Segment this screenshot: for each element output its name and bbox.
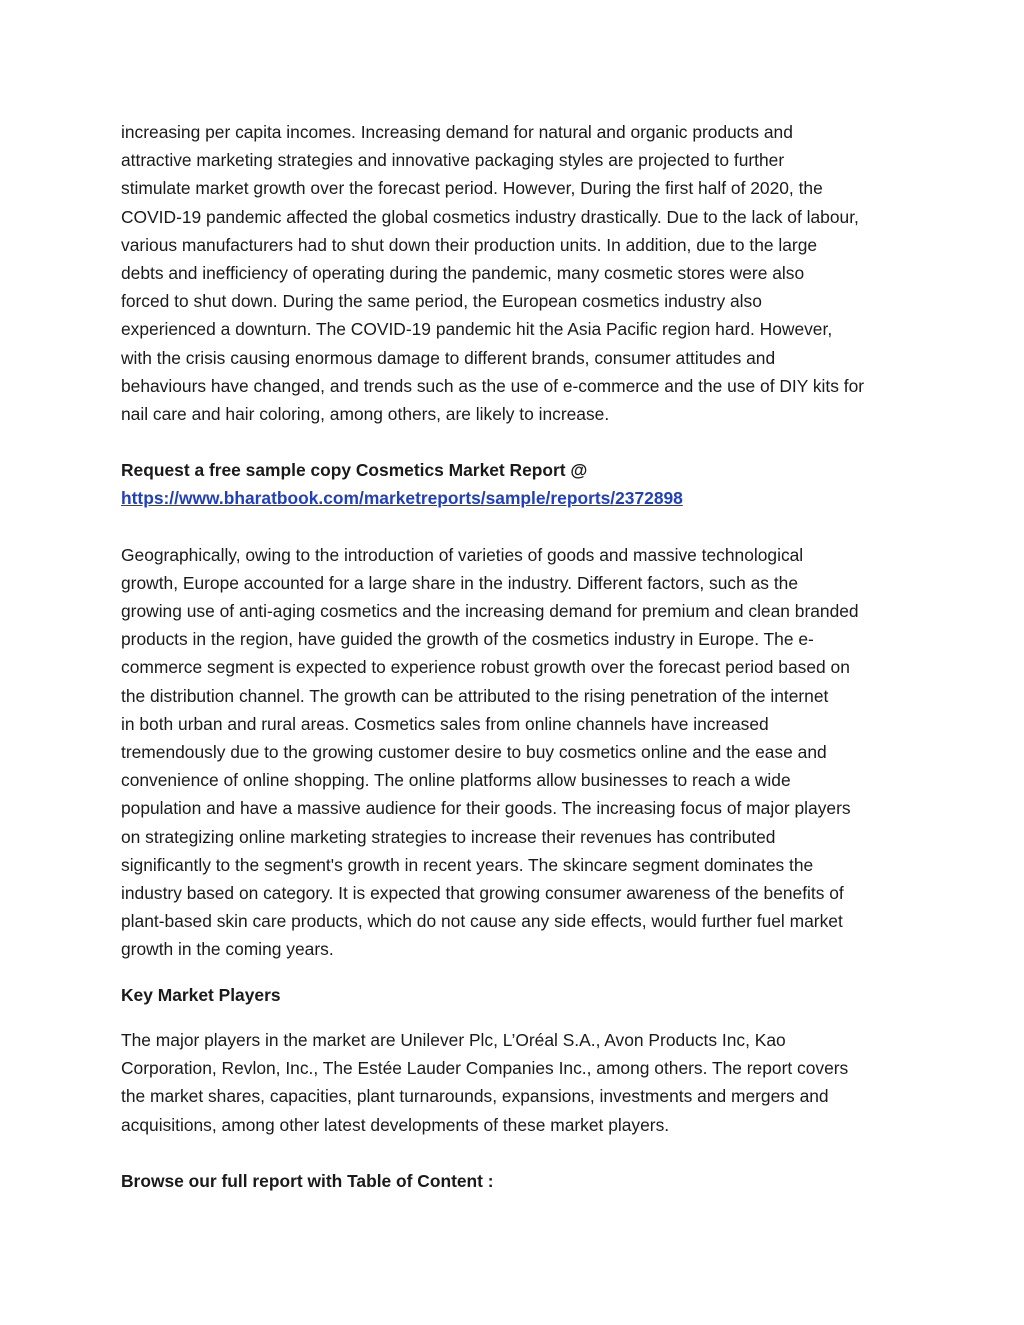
browse-heading: Browse our full report with Table of Content :: [121, 1170, 494, 1191]
text-line: behaviours have changed, and trends such as the use of e-commerce and the use of DIY kits for: [121, 375, 865, 396]
text-line: the distribution channel. The growth can be attributed to the rising penetration of the internet: [121, 685, 829, 706]
spacer: [121, 513, 921, 541]
text-line: convenience of online shopping. The online platforms allow businesses to reach a wide: [121, 770, 791, 791]
text-line: in both urban and rural areas. Cosmetics sales from online channels have increased: [121, 713, 769, 734]
text-line: significantly to the segment's growth in recent years. The skincare segment dominates the: [121, 854, 814, 875]
text-line: plant-based skin care products, which do not cause any side effects, would further fuel market: [121, 911, 843, 932]
text-line: stimulate market growth over the forecast period. However, During the first half of 2020, the: [121, 178, 823, 199]
text-line: with the crisis causing enormous damage to different brands, consumer attitudes and: [121, 347, 776, 368]
text-line: on strategizing online marketing strategies to increase their revenues has contributed: [121, 826, 776, 847]
text-line: acquisitions, among other latest developments of these market players.: [121, 1114, 670, 1135]
text-line: nail care and hair coloring, among others, are likely to increase.: [121, 404, 610, 425]
text-line: Corporation, Revlon, Inc., The Estée Lauder Companies Inc., among others. The report covers: [121, 1058, 849, 1079]
text-line: population and have a massive audience for their goods. The increasing focus of major players: [121, 798, 851, 819]
intro-paragraph: [121, 118, 921, 428]
text-line: attractive marketing strategies and innovative packaging styles are projected to further: [121, 150, 785, 171]
text-line: increasing per capita incomes. Increasing demand for natural and organic products and: [121, 122, 793, 142]
document-page: [121, 118, 921, 1195]
text-line: growth, Europe accounted for a large share in the industry. Different factors, such as the: [121, 572, 798, 593]
text-line: The major players in the market are Unilever Plc, L’Oréal S.A., Avon Products Inc, Kao: [121, 1029, 786, 1050]
text-line: forced to shut down. During the same period, the European cosmetics industry also: [121, 291, 762, 312]
spacer: [121, 964, 921, 981]
geography-paragraph: [121, 541, 921, 964]
text-line: COVID-19 pandemic affected the global cosmetics industry drastically. Due to the lack of labour,: [121, 206, 859, 227]
text-line: tremendously due to the growing customer desire to buy cosmetics online and the ease and: [121, 742, 827, 763]
text-line: various manufacturers had to shut down their production units. In addition, due to the large: [121, 234, 818, 255]
text-line: commerce segment is expected to experience robust growth over the forecast period based on: [121, 657, 850, 678]
text-line: debts and inefficiency of operating during the pandemic, many cosmetic stores were also: [121, 263, 805, 284]
spacer: [121, 1009, 921, 1026]
key-players-paragraph: [121, 1026, 921, 1139]
sample-request-block: [121, 456, 921, 512]
text-line: Geographically, owing to the introduction of varieties of goods and massive technological: [121, 544, 804, 565]
text-line: growing use of anti-aging cosmetics and the increasing demand for premium and clean branded: [121, 601, 859, 622]
sample-request-link[interactable]: https://www.bharatbook.com/marketreports/sample/reports/2372898: [121, 488, 683, 509]
spacer: [121, 1139, 921, 1167]
spacer: [121, 428, 921, 456]
text-line: products in the region, have guided the growth of the cosmetics industry in Europe. The e-: [121, 629, 814, 650]
sample-request-label: Request a free sample copy Cosmetics Market Report @: [121, 460, 588, 481]
text-line: industry based on category. It is expected that growing consumer awareness of the benefits of: [121, 883, 844, 904]
key-players-heading: Key Market Players: [121, 984, 281, 1005]
text-line: experienced a downturn. The COVID-19 pandemic hit the Asia Pacific region hard. However,: [121, 319, 833, 340]
text-line: the market shares, capacities, plant turnarounds, expansions, investments and mergers and: [121, 1086, 829, 1107]
text-line: growth in the coming years.: [121, 939, 334, 960]
